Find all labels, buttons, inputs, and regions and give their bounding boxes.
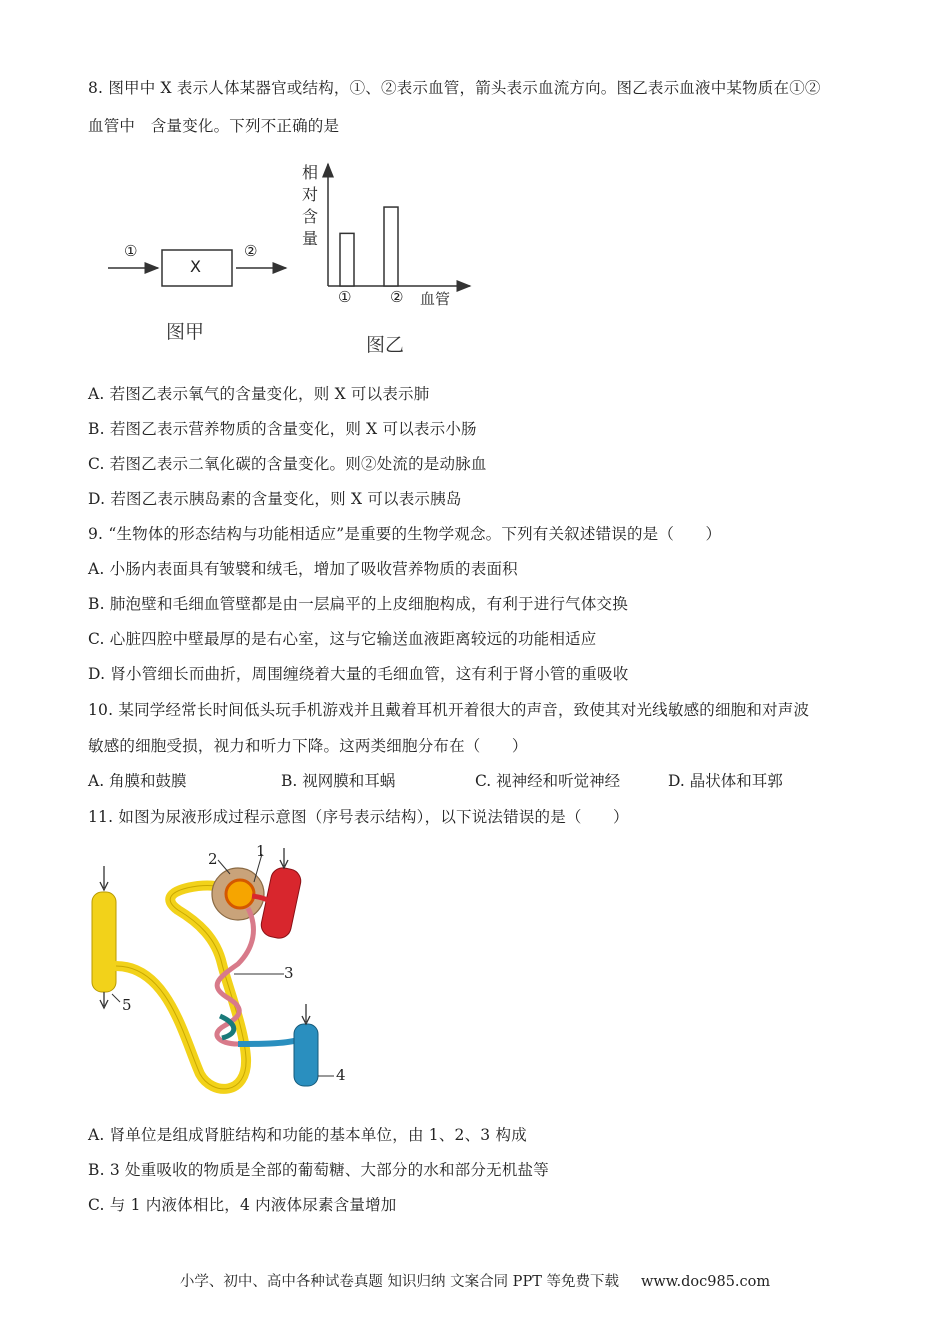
- q9-stem: 9. “生物体的形态结构与功能相适应”是重要的生物学观念。下列有关叙述错误的是（ ）: [88, 525, 722, 543]
- glomerulus: [226, 880, 254, 908]
- q8-option-a: A. 若图乙表示氧气的含量变化，则 X 可以表示肺: [88, 385, 430, 403]
- label-3: 3: [284, 964, 294, 982]
- nephron-svg: [88, 838, 358, 1100]
- chart-xlabel: 血管: [420, 290, 451, 308]
- ylabel-char: 含: [301, 207, 318, 226]
- ylabel-char: 对: [301, 185, 318, 204]
- label-2: 2: [208, 850, 218, 868]
- chart-ylabel: [300, 162, 320, 250]
- q11-option-b: B. 3 处重吸收的物质是全部的葡萄糖、大部分的水和部分无机盐等: [88, 1161, 549, 1179]
- label-4: 4: [336, 1066, 346, 1084]
- vessel-1-label: ①: [124, 242, 138, 260]
- figure-jia-caption: 图甲: [166, 321, 205, 343]
- organ-x-label: X: [190, 257, 201, 276]
- figure-jia: [100, 238, 300, 298]
- bar-1: [340, 233, 354, 286]
- ylabel-char: 相: [301, 163, 318, 182]
- bar-2: [384, 207, 398, 286]
- bar-label-1: ①: [338, 288, 352, 306]
- q11-stem: 11. 如图为尿液形成过程示意图（序号表示结构），以下说法错误的是（ ）: [88, 808, 629, 826]
- q8-option-b: B. 若图乙表示营养物质的含量变化，则 X 可以表示小肠: [88, 420, 477, 438]
- q9-option-a: A. 小肠内表面具有皱襞和绒毛，增加了吸收营养物质的表面积: [88, 560, 518, 578]
- q8-option-d: D. 若图乙表示胰岛素的含量变化，则 X 可以表示胰岛: [88, 490, 462, 508]
- q10-option-c: C. 视神经和听觉神经: [475, 772, 621, 790]
- label-leader: [112, 994, 120, 1002]
- figure-yi-caption: 图乙: [366, 334, 405, 356]
- q9-option-c: C. 心脏四腔中壁最厚的是右心室，这与它输送血液距离较远的功能相适应: [88, 630, 597, 648]
- q8-option-c: C. 若图乙表示二氧化碳的含量变化。则②处流的是动脉血: [88, 455, 487, 473]
- q11-option-c: C. 与 1 内液体相比，4 内液体尿素含量增加: [88, 1196, 397, 1214]
- bar-label-2: ②: [390, 288, 404, 306]
- nephron-diagram: [88, 838, 358, 1100]
- label-5: 5: [122, 996, 132, 1014]
- footer-site-link[interactable]: www.doc985.com: [640, 1274, 771, 1290]
- q10-stem-line1: 10. 某同学经常长时间低头玩手机游戏并且戴着耳机开着很大的声音，致使其对光线敏感的细胞和对声波: [88, 701, 810, 719]
- q10-option-a: A. 角膜和鼓膜: [88, 772, 187, 790]
- label-1: 1: [256, 842, 266, 860]
- vessel-2-label: ②: [244, 242, 258, 260]
- q9-option-b: B. 肺泡壁和毛细血管壁都是由一层扁平的上皮细胞构成，有利于进行气体交换: [88, 595, 628, 613]
- q10-option-b: B. 视网膜和耳蜗: [281, 772, 396, 790]
- q8-stem-line1: 8. 图甲中 X 表示人体某器官或结构，①、②表示血管，箭头表示血流方向。图乙表示血液中某物质在①②: [88, 79, 821, 97]
- ylabel-char: 量: [301, 229, 318, 248]
- q10-stem-line2: 敏感的细胞受损，视力和听力下降。这两类细胞分布在（ ）: [88, 737, 528, 755]
- figure-yi: [296, 158, 486, 318]
- q10-option-d: D. 晶状体和耳郭: [668, 772, 783, 790]
- renal-artery: [259, 866, 303, 941]
- page-footer: [0, 1270, 950, 1291]
- q9-option-d: D. 肾小管细长而曲折，周围缠绕着大量的毛细血管，这有利于肾小管的重吸收: [88, 665, 629, 683]
- q8-stem-line2: 血管中 含量变化。下列不正确的是: [88, 117, 340, 135]
- collecting-duct: [92, 892, 116, 992]
- q11-option-a: A. 肾单位是组成肾脏结构和功能的基本单位，由 1、2、3 构成: [88, 1126, 527, 1144]
- footer-text: 小学、初中、高中各种试卷真题 知识归纳 文案合同 PPT 等免费下载: [179, 1274, 619, 1290]
- renal-vein: [294, 1024, 318, 1086]
